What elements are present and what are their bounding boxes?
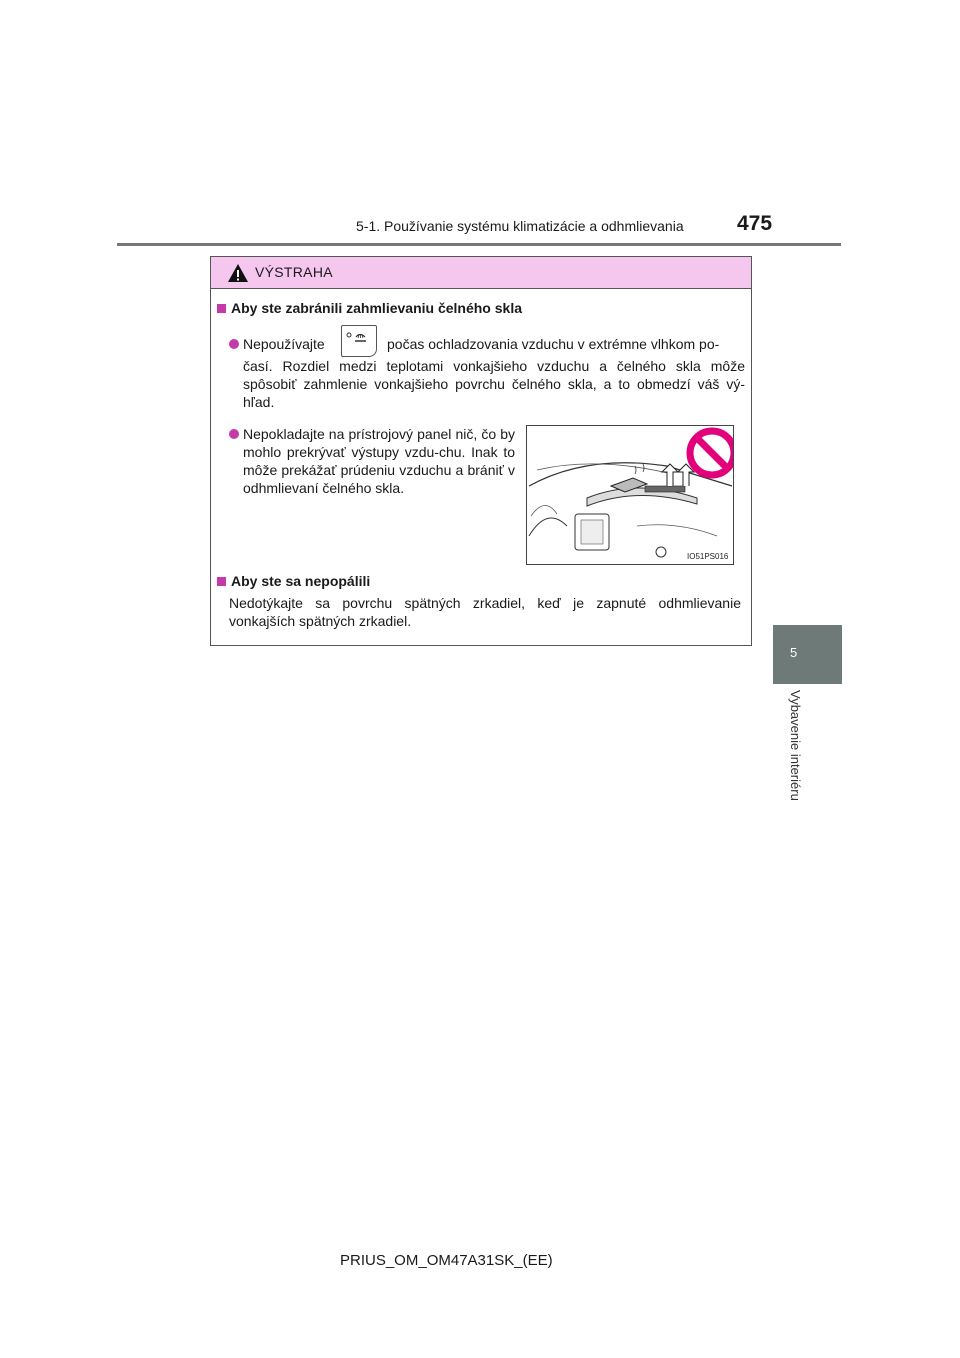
bullet-dot-icon: [229, 339, 239, 349]
warning-triangle-icon: [227, 263, 249, 283]
square-bullet-icon: [217, 577, 226, 586]
bullet-dot-icon: [229, 429, 239, 439]
bullet1-rest: časí. Rozdiel medzi teplotami vonkajšieho vzduchu a čelného skla môže spôsobiť zahmlenie vonkajšieho povrchu čelného skla, a to obmedzí váš vý-hľad.: [243, 358, 745, 410]
section2-heading: Aby ste sa nepopálili: [231, 573, 371, 589]
warning-title: VÝSTRAHA: [255, 264, 333, 280]
prohibition-icon: [690, 431, 733, 475]
section-heading-burns: [217, 573, 370, 589]
warning-box: [210, 256, 752, 646]
warning-header: [211, 257, 751, 289]
bullet1-after-icon: počas ochladzovania vzduchu v extrémne vlhkom po-: [387, 336, 720, 352]
chapter-number: 5: [790, 645, 798, 660]
page-number: 475: [737, 212, 773, 235]
chapter-tab: [773, 625, 842, 684]
bullet2-text: Nepokladajte na prístrojový panel nič, čo by mohlo prekrývať výstupy vzdu-chu. Inak to môže prekážať prúdeniu vzduchu a brániť v odhmlievaní čelného skla.: [243, 426, 515, 496]
chapter-label: Vybavenie interiéru: [788, 690, 803, 801]
section-title: 5-1. Používanie systému klimatizácie a odhmlievania: [356, 218, 684, 234]
square-bullet-icon: [217, 304, 226, 313]
header-rule: [117, 243, 841, 246]
document-code: PRIUS_OM_OM47A31SK_(EE): [340, 1252, 553, 1269]
section1-heading: Aby ste zabránili zahmlievaniu čelného skla: [231, 300, 522, 316]
figure-caption: IO51PS016: [687, 552, 729, 561]
section2-text: Nedotýkajte sa povrchu spätných zrkadiel, keď je zapnuté odhmlievanie vonkajších spätných zrkadiel.: [229, 595, 741, 629]
bullet1-before-icon: Nepoužívajte: [243, 336, 325, 352]
windshield-defog-button-icon: [341, 325, 377, 357]
dashboard-illustration: [526, 425, 734, 565]
section-heading-fogging: [217, 300, 522, 316]
